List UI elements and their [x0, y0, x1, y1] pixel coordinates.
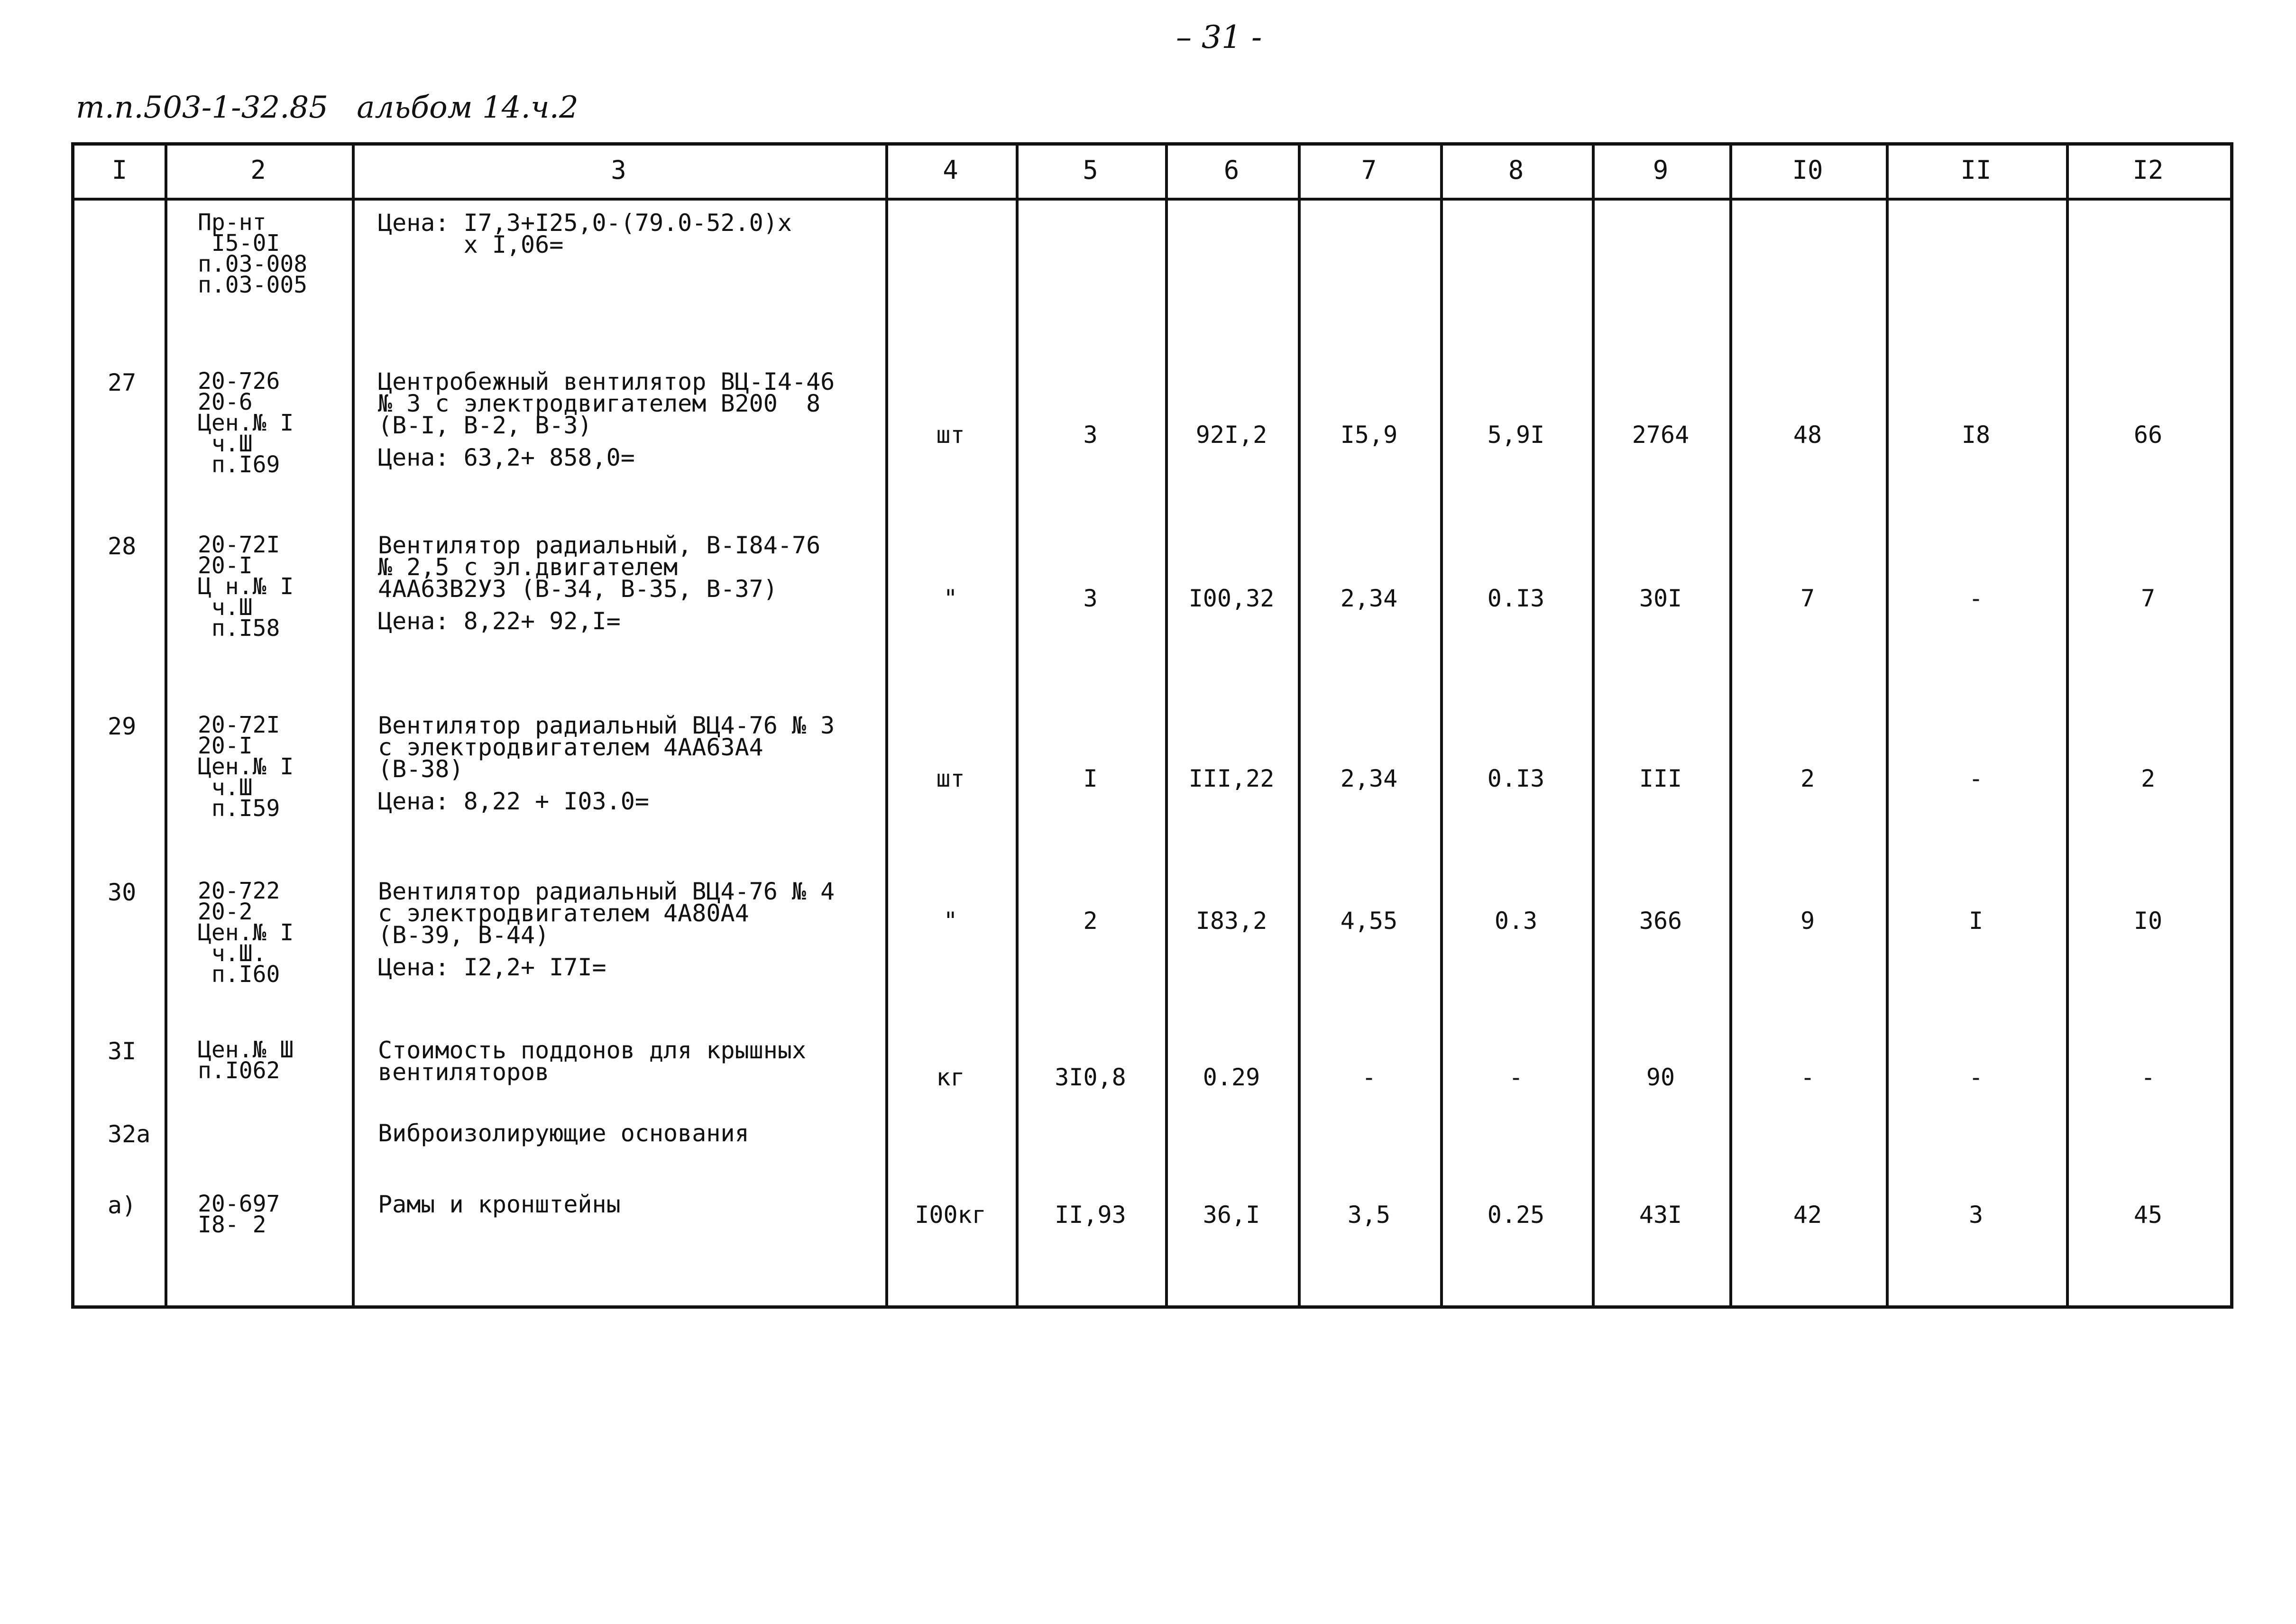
value-c12: 2 — [2140, 765, 2156, 792]
column-divider — [1729, 146, 1732, 1305]
value-c5: II,93 — [1055, 1201, 1126, 1229]
column-header: 2 — [250, 155, 266, 185]
column-divider — [352, 146, 355, 1305]
rate-code: Пр-нт I5-0I п.03-008 п.03-005 — [198, 209, 308, 298]
value-c5: 3I0,8 — [1055, 1064, 1126, 1091]
row-number: 27 — [108, 369, 137, 396]
value-c12: - — [2140, 1064, 2156, 1091]
value-c11: - — [1968, 585, 1984, 612]
document-reference — [76, 90, 597, 125]
row-number: 28 — [108, 532, 137, 560]
column-divider — [1592, 146, 1595, 1305]
row-number: а) — [108, 1192, 137, 1219]
row-number: 29 — [108, 713, 137, 740]
column-header: 6 — [1223, 155, 1240, 185]
row-number: 3I — [108, 1037, 137, 1065]
row-number: 32а — [108, 1120, 151, 1148]
value-c9: 43I — [1639, 1201, 1682, 1229]
value-c8: 0.I3 — [1487, 765, 1545, 792]
value-c9: 90 — [1646, 1064, 1675, 1091]
item-description: Вентилятор радиальный ВЦ4-76 № 3 с электродвигателем 4АА63А4 (В-38) — [378, 712, 835, 783]
value-c10: 48 — [1793, 421, 1822, 449]
album-label: альбом 14.ч.2 — [357, 90, 579, 125]
value-c8: 0.I3 — [1487, 585, 1545, 612]
item-description: Центробежный вентилятор ВЦ-I4-46 № 3 с электродвигателем В200 8 (В-I, В-2, В-3) — [378, 368, 835, 439]
column-divider — [165, 146, 167, 1305]
value-c11: I — [1968, 907, 1984, 935]
value-c8: 0.25 — [1487, 1201, 1545, 1229]
value-c8: 5,9I — [1487, 421, 1545, 449]
value-c11: - — [1968, 765, 1984, 792]
item-description: Вентилятор радиальный ВЦ4-76 № 4 с электродвигателем 4А80А4 (В-39, В-44) — [378, 878, 835, 949]
value-c6: I00,32 — [1188, 585, 1275, 612]
page-number: – 31 - — [1176, 19, 1262, 55]
item-description: Рамы и кронштейны — [378, 1191, 621, 1218]
value-c5: 3 — [1083, 421, 1098, 449]
value-c12: 7 — [2140, 585, 2156, 612]
cost-table — [71, 142, 2233, 1309]
value-c6: III,22 — [1188, 765, 1275, 792]
column-header: 8 — [1508, 155, 1524, 185]
column-divider — [1886, 146, 1889, 1305]
value-c10: - — [1800, 1064, 1815, 1091]
rate-code: 20-726 20-6 Цен.№ I ч.Ш п.I69 — [198, 368, 294, 478]
column-divider — [2066, 146, 2069, 1305]
value-c6: 36,I — [1203, 1201, 1260, 1229]
row-number: 30 — [108, 879, 137, 906]
value-c6: I83,2 — [1195, 907, 1267, 935]
item-price: Цена: 63,2+ 858,0= — [378, 444, 635, 471]
column-header: I — [111, 155, 128, 185]
rate-code: 20-72I 20-I Ц н.№ I ч.Ш п.I58 — [198, 532, 294, 642]
column-divider — [1298, 146, 1301, 1305]
value-c8: 0.3 — [1494, 907, 1538, 935]
column-header: 3 — [611, 155, 626, 185]
value-c9: 30I — [1639, 585, 1682, 612]
value-c7: 4,55 — [1340, 907, 1398, 935]
value-c11: I8 — [1961, 421, 1991, 449]
value-c5: I — [1083, 765, 1098, 792]
value-c5: 2 — [1083, 907, 1098, 935]
item-description: Стоимость поддонов для крышных вентиляторов — [378, 1037, 807, 1086]
value-c4: кг — [936, 1064, 965, 1091]
item-description: Цена: I7,3+I25,0-(79.0-52.0)x x I,06= — [378, 209, 792, 258]
value-c9: III — [1639, 765, 1682, 792]
column-header: 4 — [943, 155, 958, 185]
value-c4: шт — [936, 765, 965, 792]
item-price: Цена: I2,2+ I7I= — [378, 954, 606, 981]
item-description: Вентилятор радиальный, В-I84-76 № 2,5 с эл.двигателем 4АА63В2У3 (В-34, В-35, В-37) — [378, 532, 821, 603]
value-c12: I0 — [2133, 907, 2163, 935]
value-c4: шт — [936, 421, 965, 449]
value-c8: - — [1508, 1064, 1524, 1091]
value-c10: 9 — [1800, 907, 1815, 935]
value-c12: 66 — [2133, 421, 2163, 449]
column-header: I0 — [1792, 155, 1823, 185]
value-c10: 7 — [1800, 585, 1815, 612]
value-c6: 92I,2 — [1195, 421, 1267, 449]
rate-code: Цен.№ Ш п.I062 — [198, 1037, 294, 1084]
value-c7: I5,9 — [1340, 421, 1398, 449]
value-c9: 2764 — [1632, 421, 1690, 449]
column-header: 7 — [1361, 155, 1377, 185]
column-divider — [885, 146, 888, 1305]
column-header: II — [1960, 155, 1992, 185]
item-description: Виброизолирующие основания — [378, 1119, 749, 1147]
value-c12: 45 — [2133, 1201, 2163, 1229]
rate-code: 20-697 I8- 2 — [198, 1191, 280, 1238]
value-c6: 0.29 — [1203, 1064, 1260, 1091]
column-header: I2 — [2132, 155, 2164, 185]
document-code: т.п.503-1-32.85 — [76, 90, 328, 125]
value-c4: " — [943, 585, 958, 612]
value-c10: 2 — [1800, 765, 1815, 792]
value-c11: - — [1968, 1064, 1984, 1091]
column-divider — [1165, 146, 1168, 1305]
value-c7: 3,5 — [1347, 1201, 1391, 1229]
value-c4: I00кг — [915, 1201, 986, 1229]
value-c7: 2,34 — [1340, 585, 1398, 612]
item-price: Цена: 8,22+ 92,I= — [378, 607, 621, 635]
value-c9: 366 — [1639, 907, 1682, 935]
column-divider — [1016, 146, 1019, 1305]
rate-code: 20-722 20-2 Цен.№ I ч.Ш. п.I60 — [198, 878, 294, 988]
value-c11: 3 — [1968, 1201, 1984, 1229]
rate-code: 20-72I 20-I Цен.№ I ч.Ш п.I59 — [198, 712, 294, 822]
column-divider — [1440, 146, 1443, 1305]
header-divider — [74, 198, 2230, 201]
value-c5: 3 — [1083, 585, 1098, 612]
item-price: Цена: 8,22 + I03.0= — [378, 788, 649, 815]
value-c4: " — [943, 907, 958, 935]
column-header: 9 — [1653, 155, 1669, 185]
value-c7: 2,34 — [1340, 765, 1398, 792]
value-c10: 42 — [1793, 1201, 1822, 1229]
value-c7: - — [1361, 1064, 1377, 1091]
column-header: 5 — [1083, 155, 1098, 185]
